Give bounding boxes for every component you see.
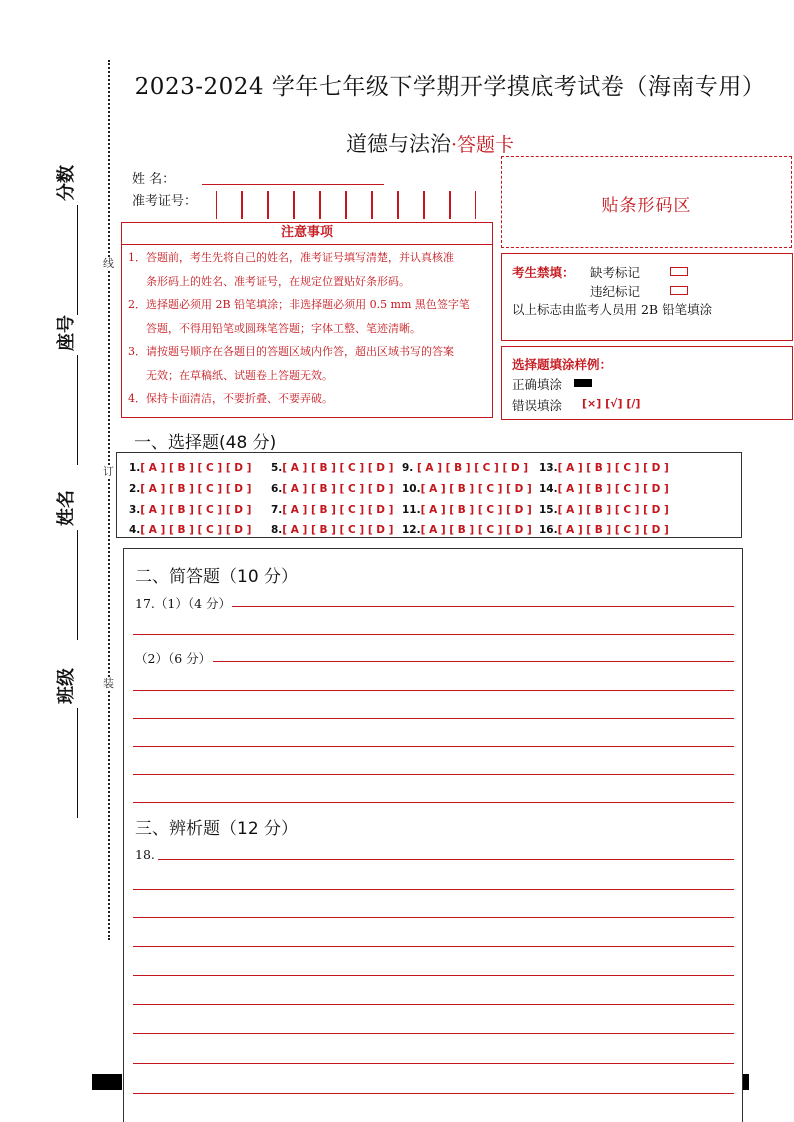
choice-answer-grid [116,452,742,538]
barcode-area-label: 贴条形码区 [601,196,692,216]
choice-question[interactable]: 11.[ A ] [ B ] [ C ] [ D ] [402,504,532,516]
answer-line[interactable] [133,1063,734,1064]
answer-line[interactable] [133,690,734,691]
id-digit-box[interactable] [424,191,450,219]
barcode-sticker-area [501,156,792,248]
name-write-line[interactable] [58,530,78,640]
answer-line[interactable] [133,718,734,719]
side-field-label: 座号 [56,315,77,351]
notice-item: 2．选择题必须用 2B 铅笔填涂；非选择题必须用 0.5 mm 黑色签字笔 [128,298,470,311]
wrong-fill-marks: [×] [√] [/] [582,397,641,410]
answer-line[interactable] [232,606,734,607]
binding-mark-bind: 订 [103,465,114,478]
correct-fill-mark [574,379,592,387]
notice-box [121,222,493,418]
subject-name: 道德与法治 [345,132,451,156]
question-18-label: 18. [135,847,155,862]
choice-question[interactable]: 6.[ A ] [ B ] [ C ] [ D ] [271,483,394,495]
notice-item: 条形码上的姓名、准考证号，在规定位置贴好条形码。 [146,274,410,288]
exam-title: 2023-2024 学年七年级下学期开学摸底考试卷（海南专用） [134,74,766,100]
ban-box-title: 考生禁填： [512,265,575,280]
notice-item: 无效；在草稿纸、试题卷上答题无效。 [146,368,333,382]
examinee-prohibited-box [501,253,793,341]
exam-id-label: 准考证号： [132,194,198,209]
seat-write-line[interactable] [58,355,78,465]
alignment-block-left [92,1074,122,1090]
violation-mark-label: 违纪标记 [590,284,641,299]
section-1-title: 一、选择题(48 分) [134,433,277,453]
answer-line[interactable] [133,746,734,747]
answer-card-label: ·答题卡 [450,134,515,156]
violation-mark-box[interactable] [670,286,688,295]
side-field-label: 姓名 [56,490,77,526]
section-2-title: 二、简答题（10 分） [135,567,299,587]
answer-line[interactable] [133,1004,734,1005]
binding-mark-line: 线 [103,257,114,270]
answer-line[interactable] [133,889,734,890]
answer-line[interactable] [213,661,734,662]
answer-line[interactable] [133,975,734,976]
choice-question[interactable]: 3.[ A ] [ B ] [ C ] [ D ] [129,504,252,516]
choice-question[interactable]: 10.[ A ] [ B ] [ C ] [ D ] [402,483,532,495]
id-digit-box[interactable] [398,191,424,219]
choice-question[interactable]: 16.[ A ] [ B ] [ C ] [ D ] [539,524,669,536]
id-digit-box[interactable] [320,191,346,219]
id-digit-box[interactable] [242,191,268,219]
fill-sample-box [501,346,793,420]
notice-item: 1．答题前，考生先将自己的姓名，准考证号填写清楚，并认真核准 [128,251,454,264]
id-digit-box[interactable] [216,191,242,219]
answer-line[interactable] [133,1033,734,1034]
name-label: 姓 名： [132,172,176,187]
side-field-class[interactable] [50,668,78,818]
id-digit-box[interactable] [372,191,398,219]
correct-fill-label: 正确填涂 [512,377,563,392]
answer-line[interactable] [133,774,734,775]
notice-heading: 注意事项 [122,223,492,245]
side-field-name[interactable] [50,490,78,640]
id-digit-box[interactable] [268,191,294,219]
subject-heading [300,128,560,158]
wrong-fill-label: 错误填涂 [512,398,563,413]
answer-line[interactable] [133,634,734,635]
choice-question[interactable]: 8.[ A ] [ B ] [ C ] [ D ] [271,524,394,536]
choice-question[interactable]: 4.[ A ] [ B ] [ C ] [ D ] [129,524,252,536]
absent-mark-label: 缺考标记 [590,265,641,280]
ban-box-note: 以上标志由监考人员用 2B 铅笔填涂 [512,302,713,317]
id-digit-box[interactable] [450,191,476,219]
answer-line[interactable] [133,802,734,803]
choice-question[interactable]: 1.[ A ] [ B ] [ C ] [ D ] [129,462,252,474]
choice-question[interactable]: 13.[ A ] [ B ] [ C ] [ D ] [539,462,669,474]
absent-mark-box[interactable] [670,267,688,276]
id-digit-box[interactable] [346,191,372,219]
sample-box-title: 选择题填涂样例： [512,357,613,372]
question-17-2-label: （2）（6 分） [135,651,212,666]
question-17-1-label: 17.（1）（4 分） [135,596,232,611]
choice-question[interactable]: 2.[ A ] [ B ] [ C ] [ D ] [129,483,252,495]
choice-question[interactable]: 14.[ A ] [ B ] [ C ] [ D ] [539,483,669,495]
choice-question[interactable]: 5.[ A ] [ B ] [ C ] [ D ] [271,462,394,474]
alignment-block-right [743,1074,749,1090]
binding-mark-seal: 装 [103,677,114,690]
answer-line[interactable] [133,946,734,947]
choice-question[interactable]: 9. [ A ] [ B ] [ C ] [ D ] [402,462,529,474]
side-field-score[interactable] [50,165,78,315]
id-digit-box[interactable] [294,191,320,219]
section-3-title: 三、辨析题（12 分） [135,819,299,839]
notice-item: 答题，不得用铅笔或圆珠笔答题；字体工整、笔迹清晰。 [146,321,421,335]
choice-question[interactable]: 15.[ A ] [ B ] [ C ] [ D ] [539,504,669,516]
class-write-line[interactable] [58,708,78,818]
side-field-seat[interactable] [50,315,78,465]
notice-item: 4．保持卡面清洁，不要折叠、不要弄破。 [128,392,333,405]
binding-dotted-line [108,60,110,940]
score-write-line[interactable] [58,205,78,315]
choice-question[interactable]: 7.[ A ] [ B ] [ C ] [ D ] [271,504,394,516]
name-input-line[interactable] [202,184,384,185]
answer-line[interactable] [158,859,734,860]
answer-line[interactable] [133,1093,734,1094]
side-field-label: 分数 [56,165,77,201]
notice-item: 3．请按题号顺序在各题目的答题区域内作答，超出区域书写的答案 [128,345,454,358]
answer-line[interactable] [133,917,734,918]
side-field-label: 班级 [56,668,77,704]
choice-question[interactable]: 12.[ A ] [ B ] [ C ] [ D ] [402,524,532,536]
